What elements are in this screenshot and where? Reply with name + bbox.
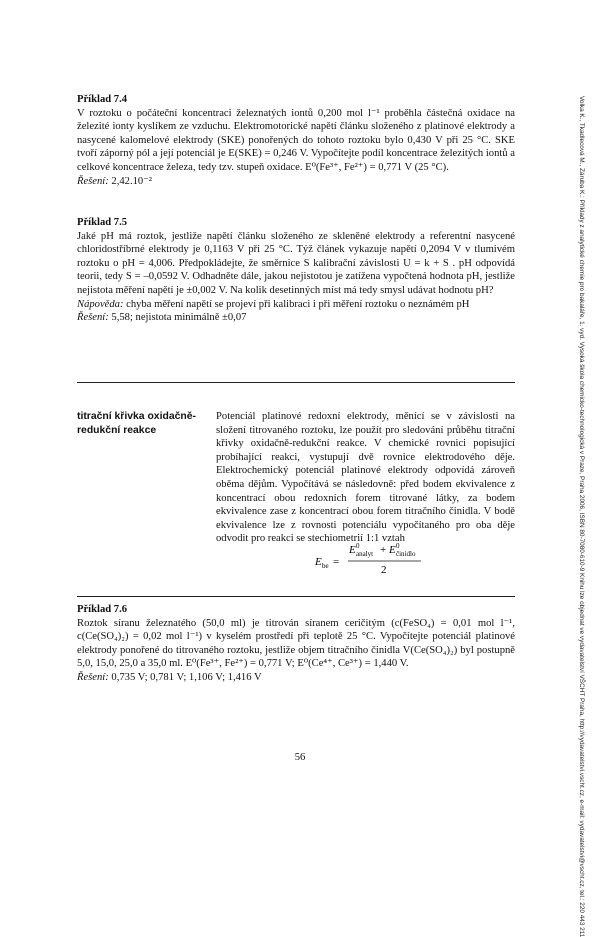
example-title: Příklad 7.4	[77, 94, 128, 105]
example-7-5	[77, 216, 515, 325]
hint-text: chyba měření napětí se projeví při kalibraci i při měření roztoku o neznámém pH	[123, 298, 470, 310]
formula-num-b-sup: 0	[396, 542, 400, 550]
formula-num-a-sup: 0	[356, 542, 360, 550]
solution-label: Řešení:	[77, 312, 109, 324]
formula-num-a-sub: analyt	[356, 550, 374, 558]
formula-lhs-sub: be	[322, 562, 329, 570]
example-7-4	[77, 93, 515, 188]
solution-label: Řešení:	[77, 671, 109, 683]
example-text: V roztoku o počáteční koncentraci železnatých iontů 0,200 mol l⁻¹ proběhla částečná oxidace na železité ionty kyslíkem ze vzduchu. Elektromotorické napětí článku složeného z platinové elektrody a nasycené kalomelové elektrody (SKE) ponořených do tohoto roztoku bylo 0,430 V při 25 °C. SKE tvoří záporný pól a její potenciál je E(SKE) = 0,246 V. Vypočítejte podíl koncentrace železitých iontů a celkové koncentrace železa, tedy tzv. stupeň oxidace. E⁰(Fe³⁺, Fe²⁺) = 0,771 V (25 °C).	[77, 107, 515, 173]
solution-value: 0,735 V; 0,781 V; 1,106 V; 1,416 V	[108, 671, 262, 683]
example-text: Roztok síranu železnatého (50,0 ml) je titrován síranem ceričitým (c(FeSO₄) = 0,01 mol l⁻¹, c(Ce(SO₄)₂) = 0,02 mol l⁻¹) v kyselém prostředí při teplotě 25 °C. Vypočítejte potenciál platinové elektrody ponořené do titrovaného roztoku, jestliže objem titračního činidla V(Ce(SO₄)₂) byl postupně 5,0, 15,0, 25,0 a 35,0 ml. E⁰(Fe³⁺, Fe²⁺) = 0,771 V; E⁰(Ce⁴⁺, Ce³⁺) = 1,440 V.	[77, 617, 515, 670]
side-note-text: Volka K., Tkadlecová M., Záruba K.: Příklady z analytické chemie pro bakaláře, 1. vyd. Vysoká škola chemicko-technologická v Praze, Praha 2006, ISBN 80-7080-610-9 Knihu lze objednat ve vydavatelství VŠCHT Praha, http://vydavatelstvi.vscht.cz, e-mail: vydavatelstvi@vscht.cz, tel.: 220 443 211	[578, 96, 585, 937]
section-divider	[77, 382, 515, 383]
page-number: 56	[294, 752, 306, 763]
solution-value: 2,42.10⁻²	[108, 175, 152, 187]
hint-label: Nápověda:	[77, 298, 124, 310]
solution-line	[77, 671, 515, 685]
solution-value: 5,58; nejistota minimálně ±0,07	[108, 312, 247, 324]
svg-text:=: =	[333, 556, 340, 568]
formula-lhs: E	[315, 556, 322, 568]
theory-text: Potenciál platinové redoxní elektrody, měnící se v závislosti na složení titrovaného roztoku, lze použít pro sledování průběhu titrační křivky oxidačně-redukční reakce. V chemické rovnici popisující probíhající reakci, vystupují dvě rovnice elektrodového děje. Elektrochemický potenciál platinové elektrody odpovídá zároveň oběma dějům. Vypočítává se následovně: před bodem ekvivalence z koncentrací obou redoxních forem titrované látky, za bodem ekvivalence zase z koncentrací obou forem titračního činidla. V bodě ekvivalence lze z rovnosti potenciálu vypočítaného pro oba děje odvodit pro reakci se stechiometrií 1:1 vztah	[216, 411, 515, 545]
solution-line	[77, 175, 515, 189]
formula-num-b-sub: činidlo	[396, 550, 416, 558]
example-7-6	[77, 603, 515, 685]
solution-label: Řešení:	[77, 175, 109, 187]
example-title: Příklad 7.6	[77, 604, 128, 615]
equivalence-formula	[315, 541, 435, 581]
hint-line	[77, 298, 515, 312]
sidebar-title: titrační křivka oxidačně-redukční reakce	[77, 411, 196, 436]
side-note	[571, 96, 585, 937]
example-text: Jaké pH má roztok, jestliže napětí článku složeného ze skleněné elektrody a referentní nasycené chloridostříbrné elektrody je 0,1163 V při 25 °C. Týž článek vykazuje napětí 0,2094 V v tlumivém roztoku o pH = 4,006. Předpokládejte, že směrnice S kalibrační závislosti U = k + S . pH odpovídá teorii, tedy S = –0,0592 V. Odhadněte dále, jakou nejistotou je zatížena vypočtená hodnota pH, jestliže nejistota měření napětí je ±0,002 V. Na kolik desetinných míst má tedy smysl udávat hodnotu pH?	[77, 230, 515, 296]
formula-denominator: 2	[381, 564, 387, 576]
example-title: Příklad 7.5	[77, 217, 128, 228]
formula-plus: +	[380, 544, 387, 556]
section-divider	[77, 596, 515, 597]
formula-num-a: E	[349, 544, 356, 556]
formula-num-b: E	[389, 544, 396, 556]
solution-line	[77, 311, 515, 325]
